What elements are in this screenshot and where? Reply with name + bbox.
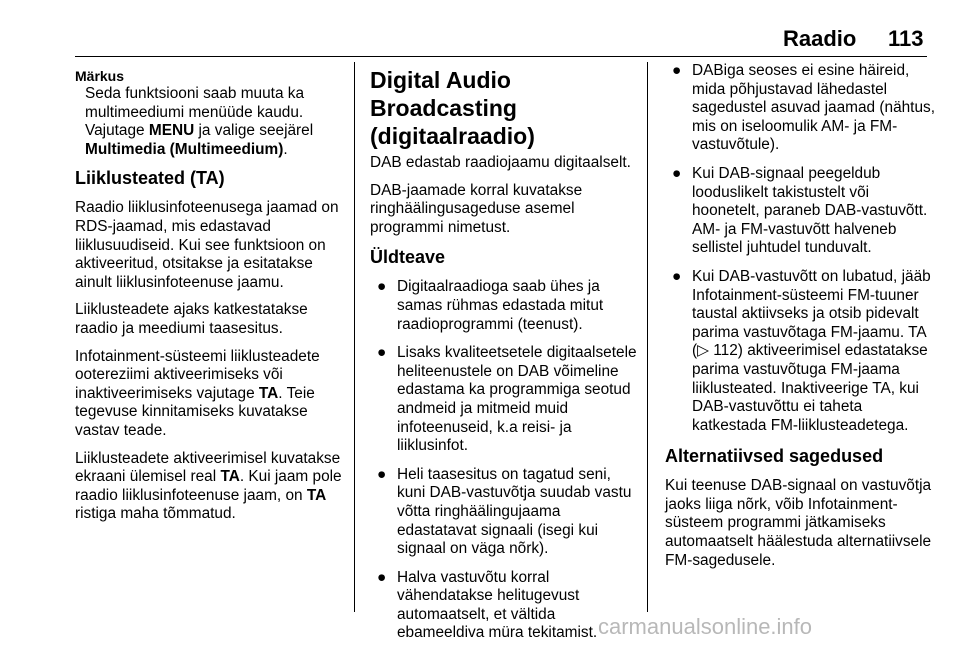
dab-paragraph-2: DAB-jaamade korral kuvatakse ringhäälingusageduse asemel programmi nimetust. <box>370 181 583 236</box>
bullet-icon: ● <box>377 344 387 362</box>
alt-freq-paragraph: Kui teenuse DAB-signaal on vastuvõtja jaoks liiga nõrk, võib Infotainment-süsteem programmi jätkamiseks automaatselt häälestuda alternatiivsele FM-sagedusele. <box>665 477 932 569</box>
column-3 <box>665 62 935 579</box>
menu-key: MENU <box>148 122 195 140</box>
text: Infotainment-süsteemi liiklusteadete ootereziimi aktiveerimiseks või inaktiveerimiseks vajutage <box>75 347 320 402</box>
ta-paragraph-4 <box>75 450 345 524</box>
note-title: Märkus <box>75 68 125 84</box>
column-divider-1 <box>354 62 355 612</box>
page-header <box>0 26 960 56</box>
list-item <box>370 344 640 456</box>
column-1 <box>75 62 345 533</box>
list-item <box>370 466 640 559</box>
bullet-icon: ● <box>672 62 682 79</box>
note-text-3: . <box>283 140 288 158</box>
ta-key: TA <box>258 384 279 402</box>
list-item-text: Kui DAB-signaal peegeldub looduslikelt takistustelt või hoonetelt, paraneb DAB-vastuvõtt. AM- ja FM-vastuvõtt halveneb sellistel juhtudel tunduvalt. <box>692 164 928 257</box>
column-divider-2 <box>647 62 648 612</box>
list-item <box>665 165 935 258</box>
ta-key: TA <box>306 486 327 504</box>
bullet-icon: ● <box>377 465 387 483</box>
ta-paragraph-2: Liiklusteadete ajaks katkestatakse raadio ja meediumi taasesitus. <box>75 301 308 337</box>
dab-list <box>665 62 935 435</box>
note-text: Seda funktsiooni saab muuta ka multimeediumi menüüde kaudu. Vajutage <box>85 85 305 140</box>
note-body <box>85 85 345 159</box>
dab-heading: Digital Audio Broadcasting (digitaalraadio) <box>370 67 535 149</box>
column-2 <box>370 62 640 653</box>
list-item <box>665 268 935 435</box>
text: ristiga maha tõmmatud. <box>75 505 236 523</box>
ta-paragraph-3 <box>75 348 345 441</box>
list-item-text: DABiga seoses ei esine häireid, mida põhjustavad lähedastel sagedustel asuvad jaamad (nähtus, mis on iseloomulik AM- ja FM-vastuvõtule). <box>692 62 935 154</box>
alt-freq-heading: Alternatiivsed sagedused <box>665 446 884 467</box>
note-text-2: ja valige seejärel <box>194 122 314 140</box>
general-list <box>370 278 640 643</box>
general-heading: Üldteave <box>370 247 446 268</box>
header-rule <box>75 56 927 57</box>
text: . Teie tegevuse kinnitamiseks kuvatakse vastav teade. <box>75 384 315 439</box>
page-reference-link[interactable]: ▷ 112 <box>697 342 738 360</box>
bullet-icon: ● <box>377 278 387 296</box>
page-number: 113 <box>888 26 924 51</box>
list-item-text: Halva vastuvõtu korral vähendatakse helitugevust automaatselt, et vältida ebameeldiva müra tekitamist. <box>397 568 598 642</box>
list-item-text: Digitaalraadioga saab ühes ja samas rühmas edastada mitut raadioprogrammi (teenust). <box>397 278 604 333</box>
section-title: Raadio <box>783 26 857 51</box>
bullet-icon: ● <box>377 568 387 586</box>
dab-paragraph-1: DAB edastab raadiojaamu digitaalselt. <box>370 154 631 171</box>
watermark: carmanualsonline.info <box>598 614 813 639</box>
bullet-icon: ● <box>672 267 682 285</box>
ta-heading: Liiklusteated (TA) <box>75 168 225 189</box>
multimedia-menu: Multimedia (Multimeedium) <box>85 140 284 158</box>
text: Liiklusteadete aktiveerimisel kuvatakse ekraani ülemisel real <box>75 449 341 486</box>
list-item-text: ) aktiveerimisel edastatakse parima vastuvõtuga FM-jaama liiklusteated. Inaktiveerige TA, kui DAB-vastuvõttu ei taheta katkestada FM-liiklusteadetega. <box>692 342 928 434</box>
bullet-icon: ● <box>672 164 682 182</box>
text: . Kui jaam pole raadio liiklusinfoteenuse jaam, on <box>75 468 342 504</box>
list-item-text: Lisaks kvaliteetsetele digitaalsetele heliteenustele on DAB võimeline edastama ka programmiga seotud andmeid ja mitmeid muid infoteenuseid, k.a reisi- ja liiklusinfot. <box>397 344 637 455</box>
list-item-text: Heli taasesitus on tagatud seni, kuni DAB-vastuvõtja suudab vastu võtta ringhäälingujaama edastatavat signaali (isegi kui signaal on väga nõrk). <box>397 465 632 558</box>
list-item <box>370 278 640 334</box>
ta-paragraph-1: Raadio liiklusinfoteenusega jaamad on RDS-jaamad, mis edastavad liiklusuudiseid. Kui see funktsioon on aktiveeritud, otsitakse ja esitatakse ainult liiklusinfoteenuse jaamu. <box>75 199 339 291</box>
list-item <box>665 62 935 155</box>
list-item-text: Kui DAB-vastuvõtt on lubatud, jääb Infotainment-süsteemi FM-tuuner taustal aktiivseks ja otsib pidevalt parima vastuvõtaga FM-jaamu. TA ( <box>692 267 931 360</box>
ta-key: TA <box>220 468 240 486</box>
